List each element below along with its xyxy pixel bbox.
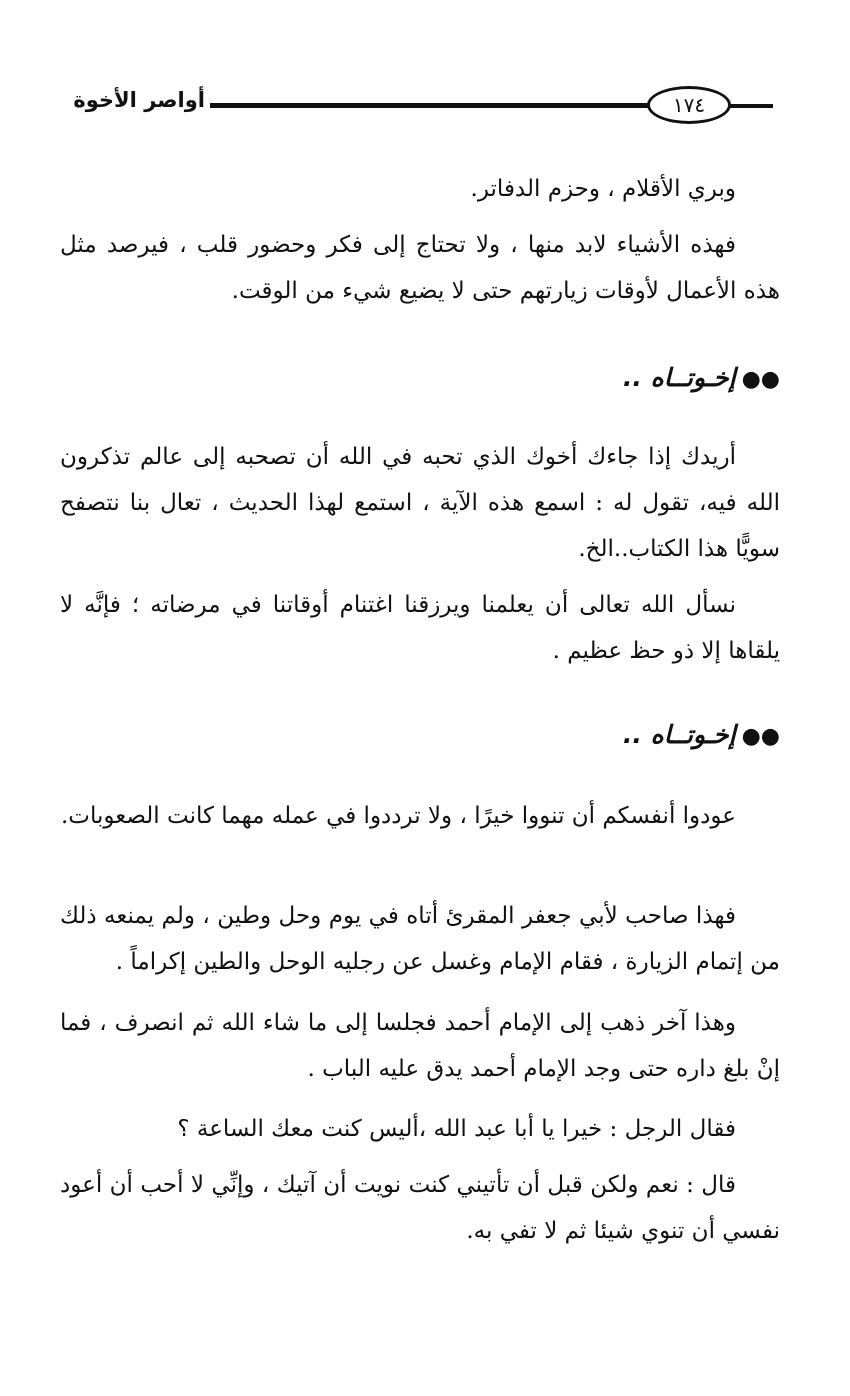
section-heading	[480, 358, 780, 400]
paragraph: قال : نعم ولكن قبل أن تأتيني كنت نويت أن آتيك ، وإنِّي لا أحب أن أعود نفسي أن تنوي شيئا ثم لا تفي به.	[60, 1172, 780, 1244]
paragraph: وبري الأقلام ، وحزم الدفاتر.	[470, 176, 736, 202]
paragraph: فهذه الأشياء لابد منها ، ولا تحتاج إلى فكر وحضور قلب ، فيرصد مثل هذه الأعمال لأوقات زيارتهم حتى لا يضيع شيء من الوقت.	[60, 232, 780, 304]
paragraph: وهذا آخر ذهب إلى الإمام أحمد فجلسا إلى ما شاء الله ثم انصرف ، فما إنْ بلغ داره حتى وجد الإمام أحمد يدق عليه الباب .	[60, 1010, 780, 1082]
paragraph: فهذا صاحب لأبي جعفر المقرئ أتاه في يوم وحل وطين ، ولم يمنعه ذلك من إتمام الزيارة ، فقام الإمام وغسل عن رجليه الوحل والطين إكراماً .	[60, 903, 780, 975]
bullet-dots: ●●	[741, 367, 780, 392]
section-heading-text: إخـوتــاه ..	[622, 720, 736, 749]
paragraph: أريدك إذا جاءك أخوك الذي تحبه في الله أن تصحبه إلى عالم تذكرون الله فيه، تقول له : اسمع هذه الآية ، استمع لهذا الحديث ، تعال بنا نتصفح سويًّا هذا الكتاب..الخ.	[60, 444, 780, 562]
page-number: ١٧٤	[647, 86, 731, 124]
book-title: أواصر الأخوة	[73, 88, 205, 112]
paragraph: فقال الرجل : خيرا يا أبا عبد الله ،أليس كنت معك الساعة ؟	[177, 1116, 736, 1142]
page-body	[60, 0, 780, 1396]
bullet-dots: ●●	[741, 724, 780, 749]
paragraph: نسأل الله تعالى أن يعلمنا ويرزقنا اغتنام أوقاتنا في مرضاته ؛ فإنَّه لا يلقاها إلا ذو حظ عظيم .	[60, 592, 780, 664]
section-heading-text: إخـوتــاه ..	[622, 363, 736, 392]
section-heading	[480, 715, 780, 757]
paragraph: عودوا أنفسكم أن تنووا خيرًا ، ولا ترددوا في عمله مهما كانت الصعوبات.	[61, 803, 736, 829]
